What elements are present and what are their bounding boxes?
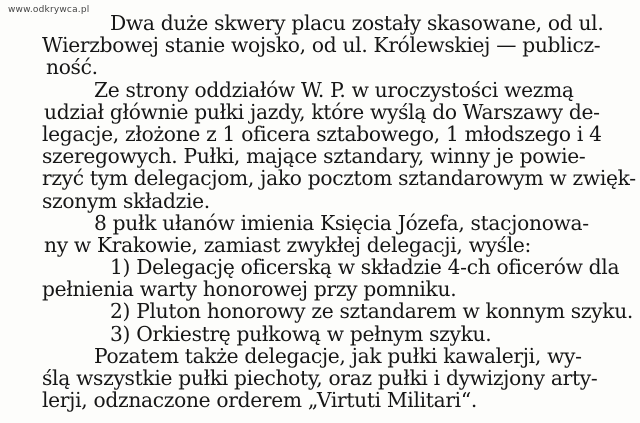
watermark-url: www.odkrywca.pl — [8, 5, 90, 15]
text-line: Wierzbowej stanie wojsko, od ul. Królewskiej — publicz- — [42, 33, 601, 58]
text-line: pełnienia warty honorowej przy pomniku. — [42, 277, 457, 302]
article-text — [6, 12, 638, 411]
text-line: szonym składzie. — [42, 188, 210, 213]
text-line: ny w Krakowie, zamiast zwykłej delegacji, wyśle: — [44, 232, 532, 257]
text-line: szeregowych. Pułki, mające sztandary, winny je powie- — [42, 144, 586, 169]
text-line: Pozatem także delegacje, jak pułki kawalerji, wy- — [94, 343, 582, 368]
text-line: ślą wszystkie pułki piechoty, oraz pułki i dywizjony arty- — [42, 366, 598, 390]
text-line: 3) Orkiestrę pułkową w pełnym szyku. — [110, 321, 492, 346]
text-line: legacje, złożone z 1 oficera sztabowego, 1 młodszego i 4 — [42, 121, 602, 146]
text-line: Ze strony oddziałów W. P. w uroczystości wezmą — [94, 77, 574, 102]
text-line: 2) Pluton honorowy ze sztandarem w konnym szyku. — [110, 299, 634, 324]
text-line: lerji, odznaczone orderem „Virtuti Militari“. — [42, 388, 477, 413]
text-line: rzyć tym delegacjom, jako pocztom sztandarowym w zwięk- — [42, 166, 636, 191]
text-line: ność. — [46, 55, 98, 80]
text-line: 1) Delegację oficerską w składzie 4-ch oficerów dla — [110, 255, 620, 280]
text-line: Dwa duże skwery placu zostały skasowane, od ul. — [110, 11, 604, 35]
text-line: udział głównie pułki jazdy, które wyślą do Warszawy de- — [44, 99, 600, 124]
text-line: 8 pułk ułanów imienia Księcia Józefa, stacjonowa- — [94, 210, 589, 235]
